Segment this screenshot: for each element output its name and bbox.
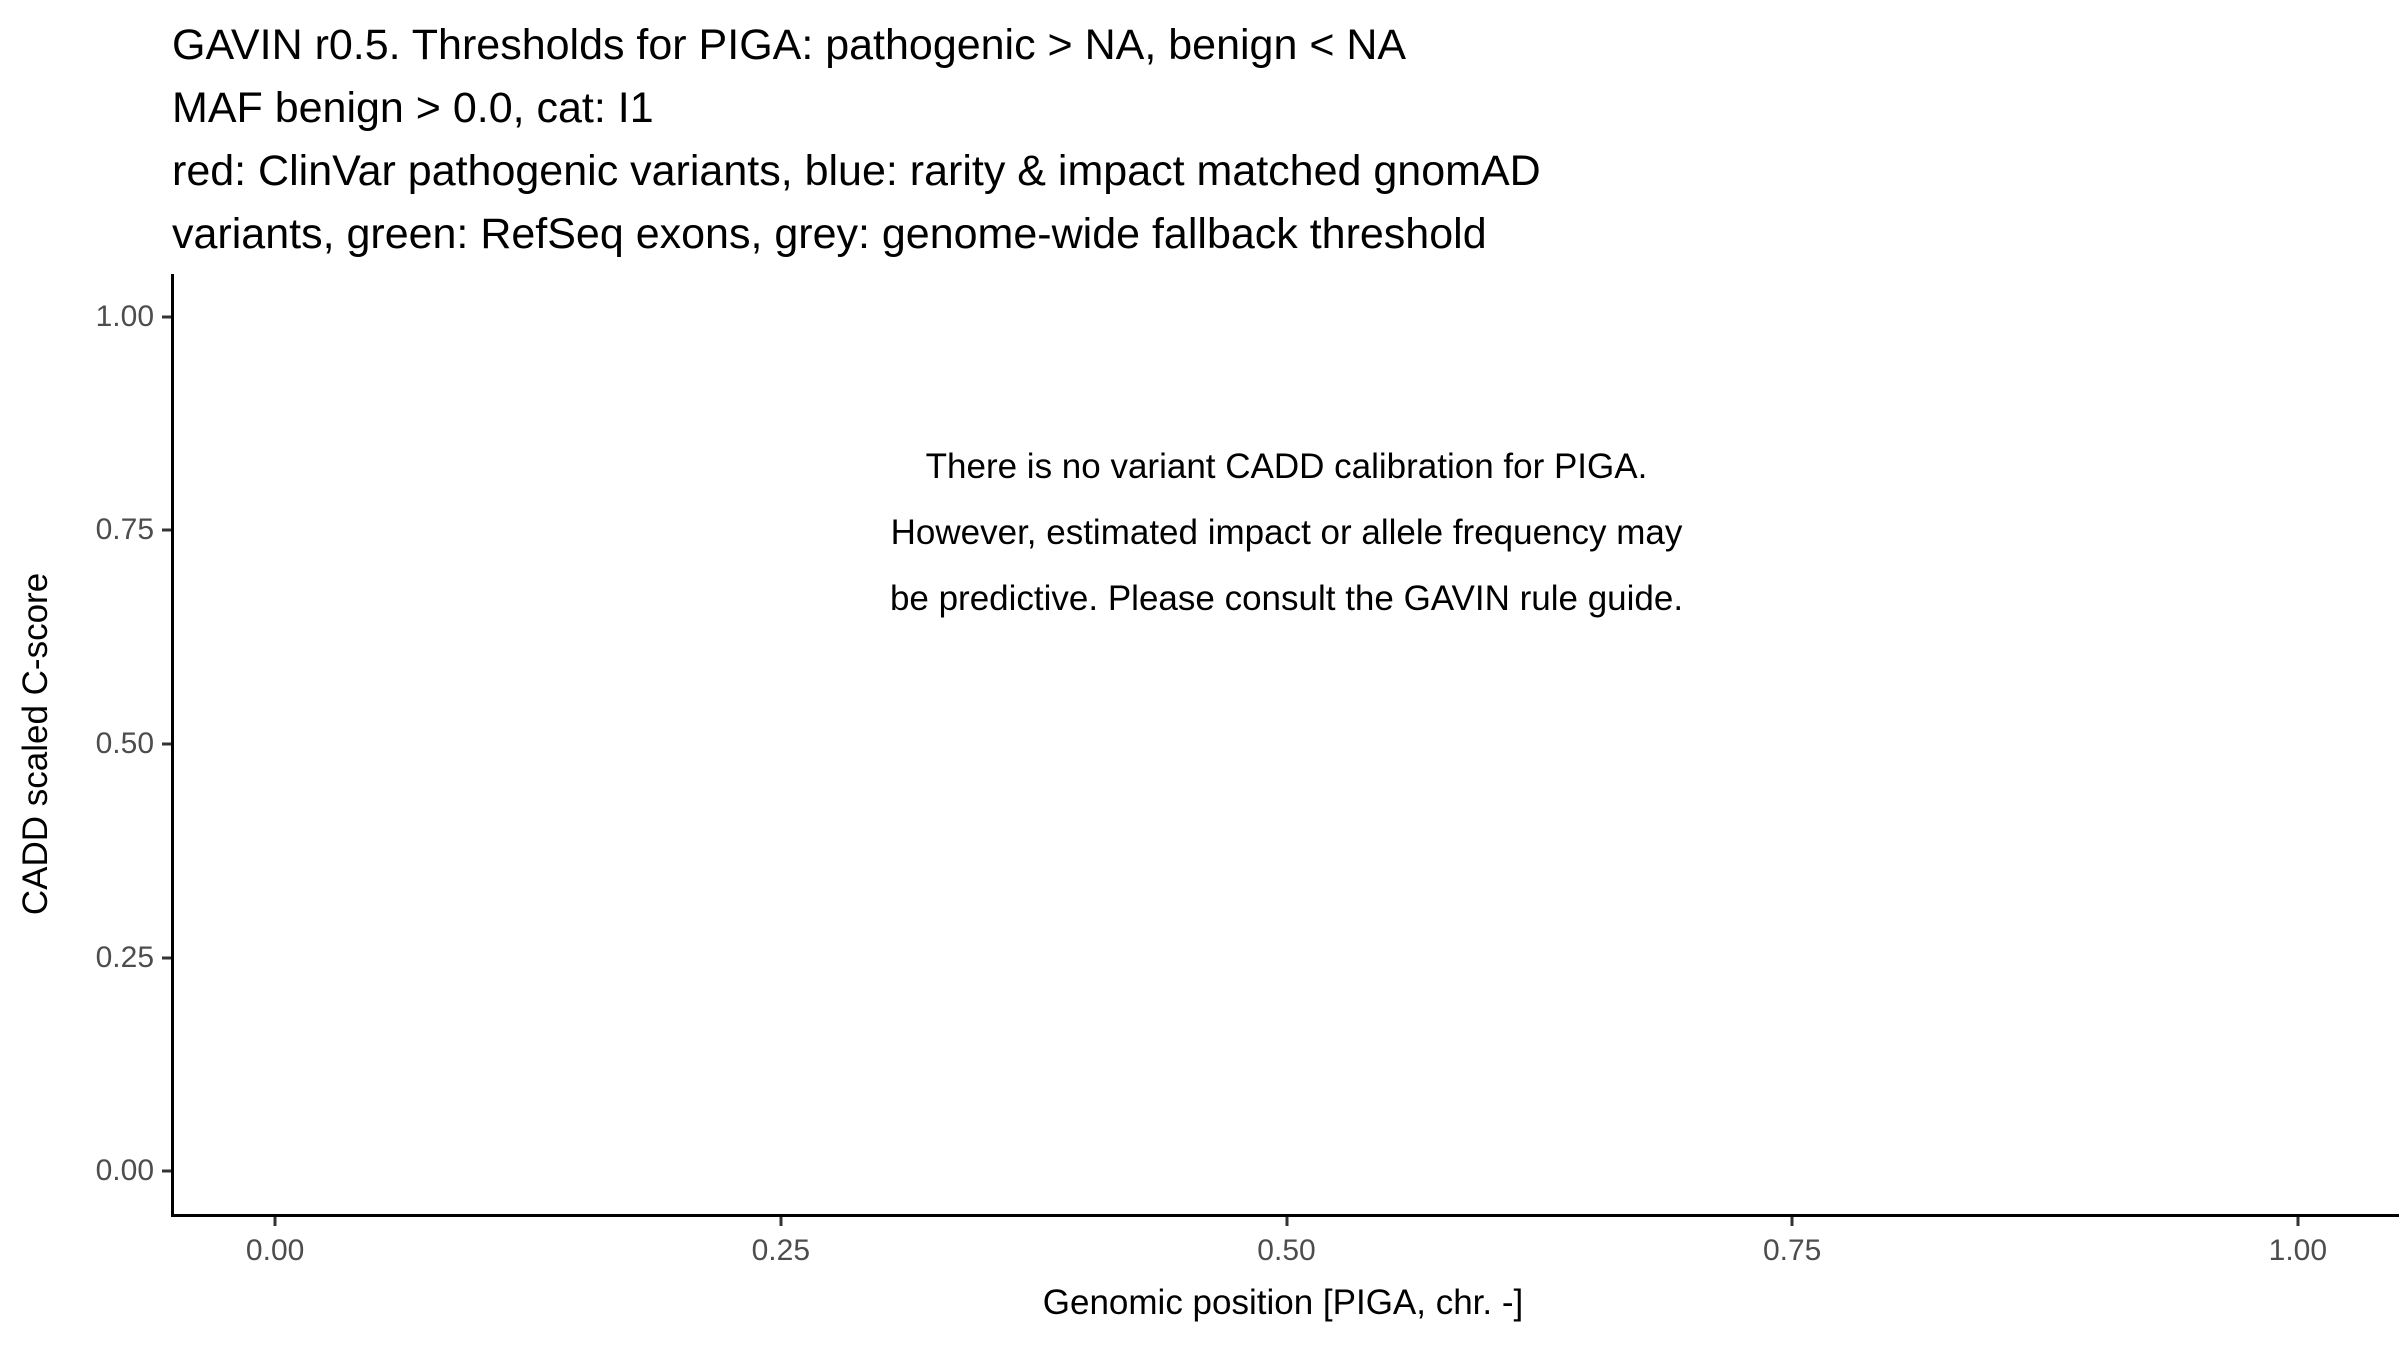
y-tick-label: 1.00 xyxy=(95,299,154,333)
x-tick-label: 0.75 xyxy=(1762,1234,1822,1267)
x-tick-mark xyxy=(274,1217,277,1226)
y-tick-label: 0.00 xyxy=(95,1154,154,1188)
y-tick-mark xyxy=(162,743,171,746)
y-tick-mark xyxy=(162,1170,171,1173)
plot-annotation-line: However, estimated impact or allele frequency may xyxy=(890,513,1683,552)
y-tick-mark xyxy=(162,529,171,532)
y-tick-mark xyxy=(162,956,171,959)
x-tick-label: 1.00 xyxy=(2268,1234,2328,1267)
y-tick-label: 0.25 xyxy=(95,940,154,974)
x-tick-mark xyxy=(2296,1217,2299,1226)
y-tick-label: 0.75 xyxy=(95,513,154,547)
chart-title-line: GAVIN r0.5. Thresholds for PIGA: pathogenic > NA, benign < NA xyxy=(172,21,1407,69)
plot-annotation-line: be predictive. Please consult the GAVIN rule guide. xyxy=(889,579,1684,618)
chart-title-line: red: ClinVar pathogenic variants, blue: rarity & impact matched gnomAD xyxy=(172,147,1541,195)
plot-annotation xyxy=(174,434,2399,632)
chart-title-line: MAF benign > 0.0, cat: I1 xyxy=(172,84,654,132)
x-tick-mark xyxy=(1285,1217,1288,1226)
y-tick-mark xyxy=(162,315,171,318)
y-axis-title: CADD scaled C-score xyxy=(16,572,55,916)
x-tick-label: 0.25 xyxy=(751,1234,811,1267)
x-axis-title: Genomic position [PIGA, chr. -] xyxy=(1042,1283,1524,1322)
plot-panel xyxy=(95,274,2399,1267)
chart-title-line: variants, green: RefSeq exons, grey: genome-wide fallback threshold xyxy=(172,210,1487,258)
plot-annotation-line: There is no variant CADD calibration for PIGA. xyxy=(925,447,1648,486)
x-tick-mark xyxy=(779,1217,782,1226)
x-tick-mark xyxy=(1791,1217,1794,1226)
y-tick-label: 0.50 xyxy=(95,727,154,760)
x-tick-label: 0.00 xyxy=(245,1234,305,1267)
x-tick-label: 0.50 xyxy=(1257,1234,1316,1267)
chart-title xyxy=(172,14,1541,266)
